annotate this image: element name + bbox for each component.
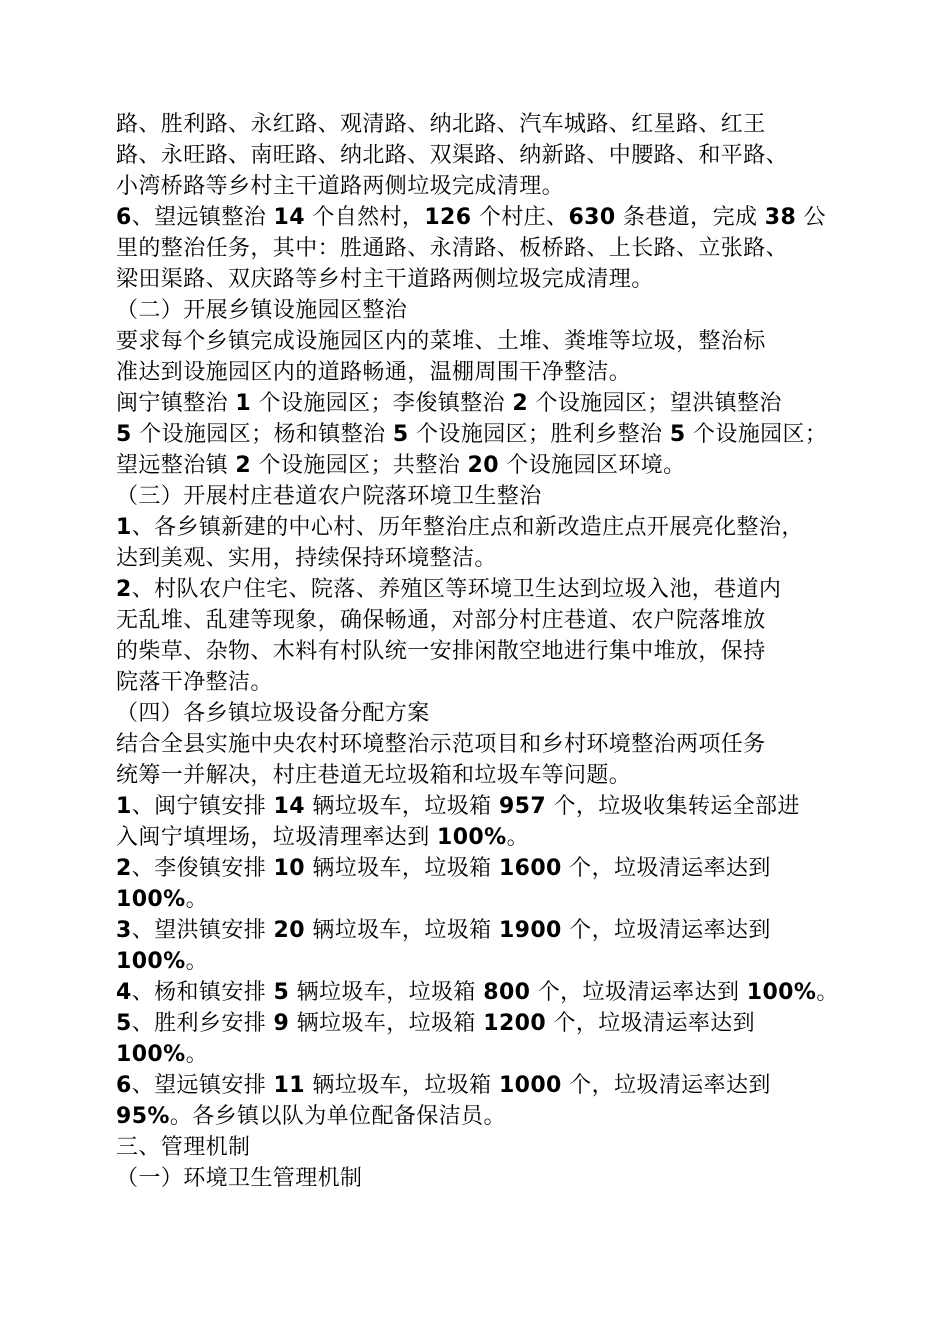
text-line: 100%。 [116, 887, 208, 912]
text-line: 5、胜利乡安排 9 辆垃圾车，垃圾箱 1200 个，垃圾清运率达到 [116, 1011, 756, 1036]
text-line: 1、各乡镇新建的中心村、历年整治庄点和新改造庄点开展亮化整治， [116, 515, 804, 540]
number-text: 95% [116, 1104, 170, 1129]
number-text: 1 [235, 391, 252, 416]
text-line: 统筹一并解决，村庄巷道无垃圾箱和垃圾车等问题。 [116, 763, 632, 788]
number-text: 1 [116, 515, 132, 540]
text-line: 闽宁镇整治 1 个设施园区；李俊镇整治 2 个设施园区；望洪镇整治 [116, 391, 782, 416]
number-text: 10 [273, 856, 305, 881]
number-text: 800 [483, 980, 531, 1005]
document-body [116, 109, 856, 1194]
number-text: 11 [273, 1073, 305, 1098]
number-text: 2 [512, 391, 529, 416]
number-text: 2 [116, 577, 132, 602]
text-line: 梁田渠路、双庆路等乡村主干道路两侧垃圾完成清理。 [116, 267, 654, 292]
text-line: 1、闽宁镇安排 14 辆垃圾车，垃圾箱 957 个，垃圾收集转运全部进 [116, 794, 800, 819]
number-text: 957 [498, 794, 547, 819]
text-line: 6、望远镇安排 11 辆垃圾车，垃圾箱 1000 个，垃圾清运率达到 [116, 1073, 771, 1098]
number-text: 20 [467, 453, 499, 478]
text-line: （三）开展村庄巷道农户院落环境卫生整治 [116, 484, 542, 509]
number-text: 5 [669, 422, 686, 447]
text-line: 路、永旺路、南旺路、纳北路、双渠路、纳新路、中腰路、和平路、 [116, 143, 789, 168]
text-line: 4、杨和镇安排 5 辆垃圾车，垃圾箱 800 个，垃圾清运率达到 100%。 [116, 980, 839, 1005]
text-line: 三、管理机制 [116, 1135, 251, 1160]
number-text: 100% [116, 887, 186, 912]
number-text: 100% [116, 949, 186, 974]
number-text: 14 [273, 205, 305, 230]
text-line: 无乱堆、乱建等现象，确保畅通，对部分村庄巷道、农户院落堆放 [116, 608, 766, 633]
text-line: 的柴草、杂物、木料有村队统一安排闲散空地进行集中堆放，保持 [116, 639, 766, 664]
text-line: 95%。各乡镇以队为单位配备保洁员。 [116, 1104, 506, 1129]
number-text: 630 [568, 205, 616, 230]
text-line: 2、村队农户住宅、院落、养殖区等环境卫生达到垃圾入池，巷道内 [116, 577, 782, 602]
number-text: 100% [746, 980, 817, 1005]
number-text: 6 [116, 205, 132, 230]
text-line: （一）环境卫生管理机制 [116, 1166, 363, 1191]
number-text: 14 [273, 794, 305, 819]
text-line: 里的整治任务，其中：胜通路、永清路、板桥路、上长路、立张路、 [116, 236, 789, 261]
text-line: 100%。 [116, 1042, 208, 1067]
text-line: 结合全县实施中央农村环境整治示范项目和乡村环境整治两项任务 [116, 732, 766, 757]
text-line: 路、胜利路、永红路、观清路、纳北路、汽车城路、红星路、红王 [116, 112, 766, 137]
number-text: 5 [116, 422, 132, 447]
text-line: 100%。 [116, 949, 208, 974]
text-line: 入闽宁填埋场，垃圾清理率达到 100%。 [116, 825, 529, 850]
number-text: 5 [392, 422, 409, 447]
number-text: 5 [273, 980, 290, 1005]
text-line: 2、李俊镇安排 10 辆垃圾车，垃圾箱 1600 个，垃圾清运率达到 [116, 856, 771, 881]
number-text: 38 [764, 205, 797, 230]
number-text: 2 [116, 856, 132, 881]
number-text: 1200 [483, 1011, 547, 1036]
text-line: 望远整治镇 2 个设施园区；共整治 20 个设施园区环境。 [116, 453, 686, 478]
text-line: 要求每个乡镇完成设施园区内的菜堆、土堆、粪堆等垃圾，整治标 [116, 329, 766, 354]
number-text: 1 [116, 794, 132, 819]
text-line: 院落干净整洁。 [116, 670, 273, 695]
text-line: 准达到设施园区内的道路畅通，温棚周围干净整洁。 [116, 360, 632, 385]
number-text: 100% [437, 825, 507, 850]
text-line: （四）各乡镇垃圾设备分配方案 [116, 701, 430, 726]
text-line: 达到美观、实用，持续保持环境整洁。 [116, 546, 497, 571]
number-text: 3 [116, 918, 132, 943]
number-text: 100% [116, 1042, 186, 1067]
number-text: 2 [235, 453, 252, 478]
text-line: 6、望远镇整治 14 个自然村，126 个村庄、630 条巷道，完成 38 公 [116, 205, 826, 230]
number-text: 1900 [498, 918, 562, 943]
number-text: 5 [116, 1011, 132, 1036]
number-text: 1600 [498, 856, 562, 881]
number-text: 9 [273, 1011, 290, 1036]
number-text: 6 [116, 1073, 132, 1098]
text-line: 5 个设施园区；杨和镇整治 5 个设施园区；胜利乡整治 5 个设施园区； [116, 422, 828, 447]
number-text: 126 [424, 205, 472, 230]
number-text: 20 [273, 918, 305, 943]
number-text: 4 [116, 980, 132, 1005]
number-text: 1000 [498, 1073, 562, 1098]
text-line: 3、望洪镇安排 20 辆垃圾车，垃圾箱 1900 个，垃圾清运率达到 [116, 918, 771, 943]
text-line: 小湾桥路等乡村主干道路两侧垃圾完成清理。 [116, 174, 565, 199]
text-line: （二）开展乡镇设施园区整治 [116, 298, 408, 323]
